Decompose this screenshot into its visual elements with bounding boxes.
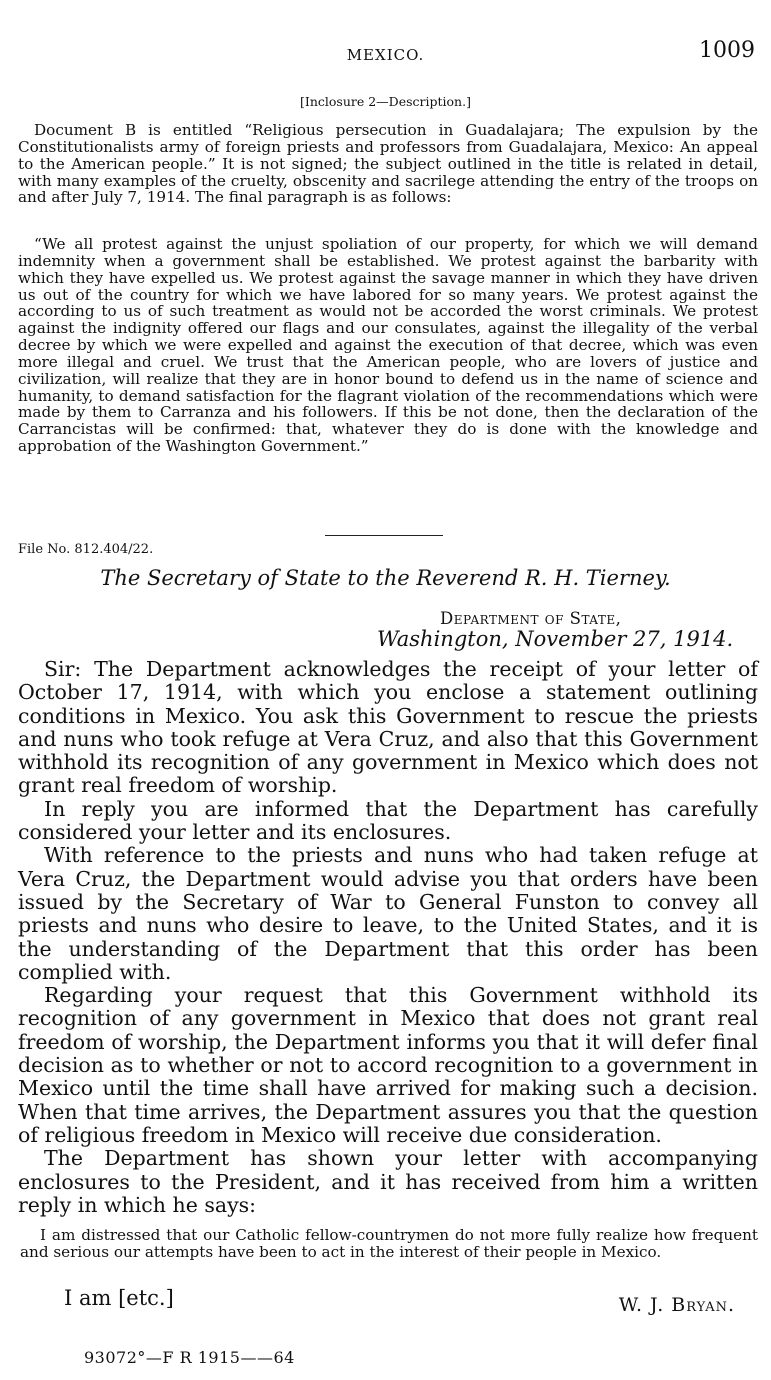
quoted-paragraph: “We all protest against the unjust spoliation of our property, for which we will demand indemnity when a government shall be established. We protest against the barbarity with which they have expelled us. We protest against the savage manner in which they have driven us out of the country for which we have labored for so many years. We protest against the according to us of such treatment as would not be accorded the worst criminals. We protest against the indignity offered our flags and our consulates, against the illegality of the verbal decree by which we were expelled and against the execution of that decree, which was even more illegal and cruel. We trust that the American people, who are lovers of justice and civilization, will realize that they are in honor bound to defend us in the name of science and humanity, to demand satisfaction for the flagrant violation of the recommendations which were made by them to Carranza and his followers. If this be not done, then the declaration of the Carrancistas will be confirmed: that, whatever they do is done with the knowledge and approbation of the Washington Government.” <box>18 235 758 456</box>
page-number: 1009 <box>699 38 755 63</box>
quoted-block <box>18 236 758 455</box>
inclosure-heading: [Inclosure 2—Description.] <box>300 94 471 109</box>
president-quote-text: I am distressed that our Catholic fellow-countrymen do not more fully realize how frequent and serious our attempts have been to act in the interest of their people in Mexico. <box>20 1226 758 1261</box>
letter-paragraph: Regarding your request that this Government withhold its recognition of any government in Mexico that does not grant real freedom of worship, the Department informs you that it will defer final decision as to whether or not to accord recognition to a government in Mexico until the time shall have arrived for making such a decision. When that time arrives, the Department assures you that the question of religious freedom in Mexico will receive due consideration. <box>18 983 758 1147</box>
description-block <box>18 122 758 206</box>
closing: I am [etc.] <box>64 1286 174 1310</box>
footer-code: 93072°—F R 1915——64 <box>84 1348 295 1367</box>
letter-paragraph: The Department has shown your letter with accompanying enclosures to the President, and it has received from him a written reply in which he says: <box>18 1146 758 1217</box>
letter-body <box>18 658 758 1217</box>
letter-paragraph: Sir: The Department acknowledges the receipt of your letter of October 17, 1914, with which you enclose a statement outlining conditions in Mexico. You ask this Government to rescue the priests and nuns who took refuge at Vera Cruz, and also that this Government withhold its recognition of any government in Mexico which does not grant real freedom of worship. <box>18 657 758 798</box>
running-head: MEXICO. <box>346 46 425 64</box>
president-quote <box>20 1227 758 1261</box>
letter-paragraph: In reply you are informed that the Department has carefully considered your letter and its enclosures. <box>18 796 758 845</box>
department-heading: Department of State, <box>440 609 622 628</box>
file-number: File No. 812.404/22. <box>18 542 154 557</box>
dateline: Washington, November 27, 1914. <box>377 627 734 651</box>
letter-paragraph: With reference to the priests and nuns who had taken refuge at Vera Cruz, the Department would advise you that orders have been issued by the Secretary of War to General Funston to convey all priests and nuns who desire to leave, to the United States, and it is the understanding of the Department that this order has been complied with. <box>18 843 758 984</box>
section-divider <box>325 535 443 536</box>
letter-title: The Secretary of State to the Reverend R. H. Tierney. <box>100 566 671 590</box>
description-paragraph: Document B is entitled “Religious persecution in Guadalajara; The expulsion by the Constitutionalists army of foreign priests and professors from Guadalajara, Mexico: An appeal to the American people.” It is not signed; the subject outlined in the title is related in detail, with many examples of the cruelty, obscenity and sacrilege attending the entry of the troops on and after July 7, 1914. The final paragraph is as follows: <box>18 121 758 207</box>
signature <box>619 1294 735 1316</box>
signature-text: W. J. Bryan. <box>618 1294 735 1316</box>
